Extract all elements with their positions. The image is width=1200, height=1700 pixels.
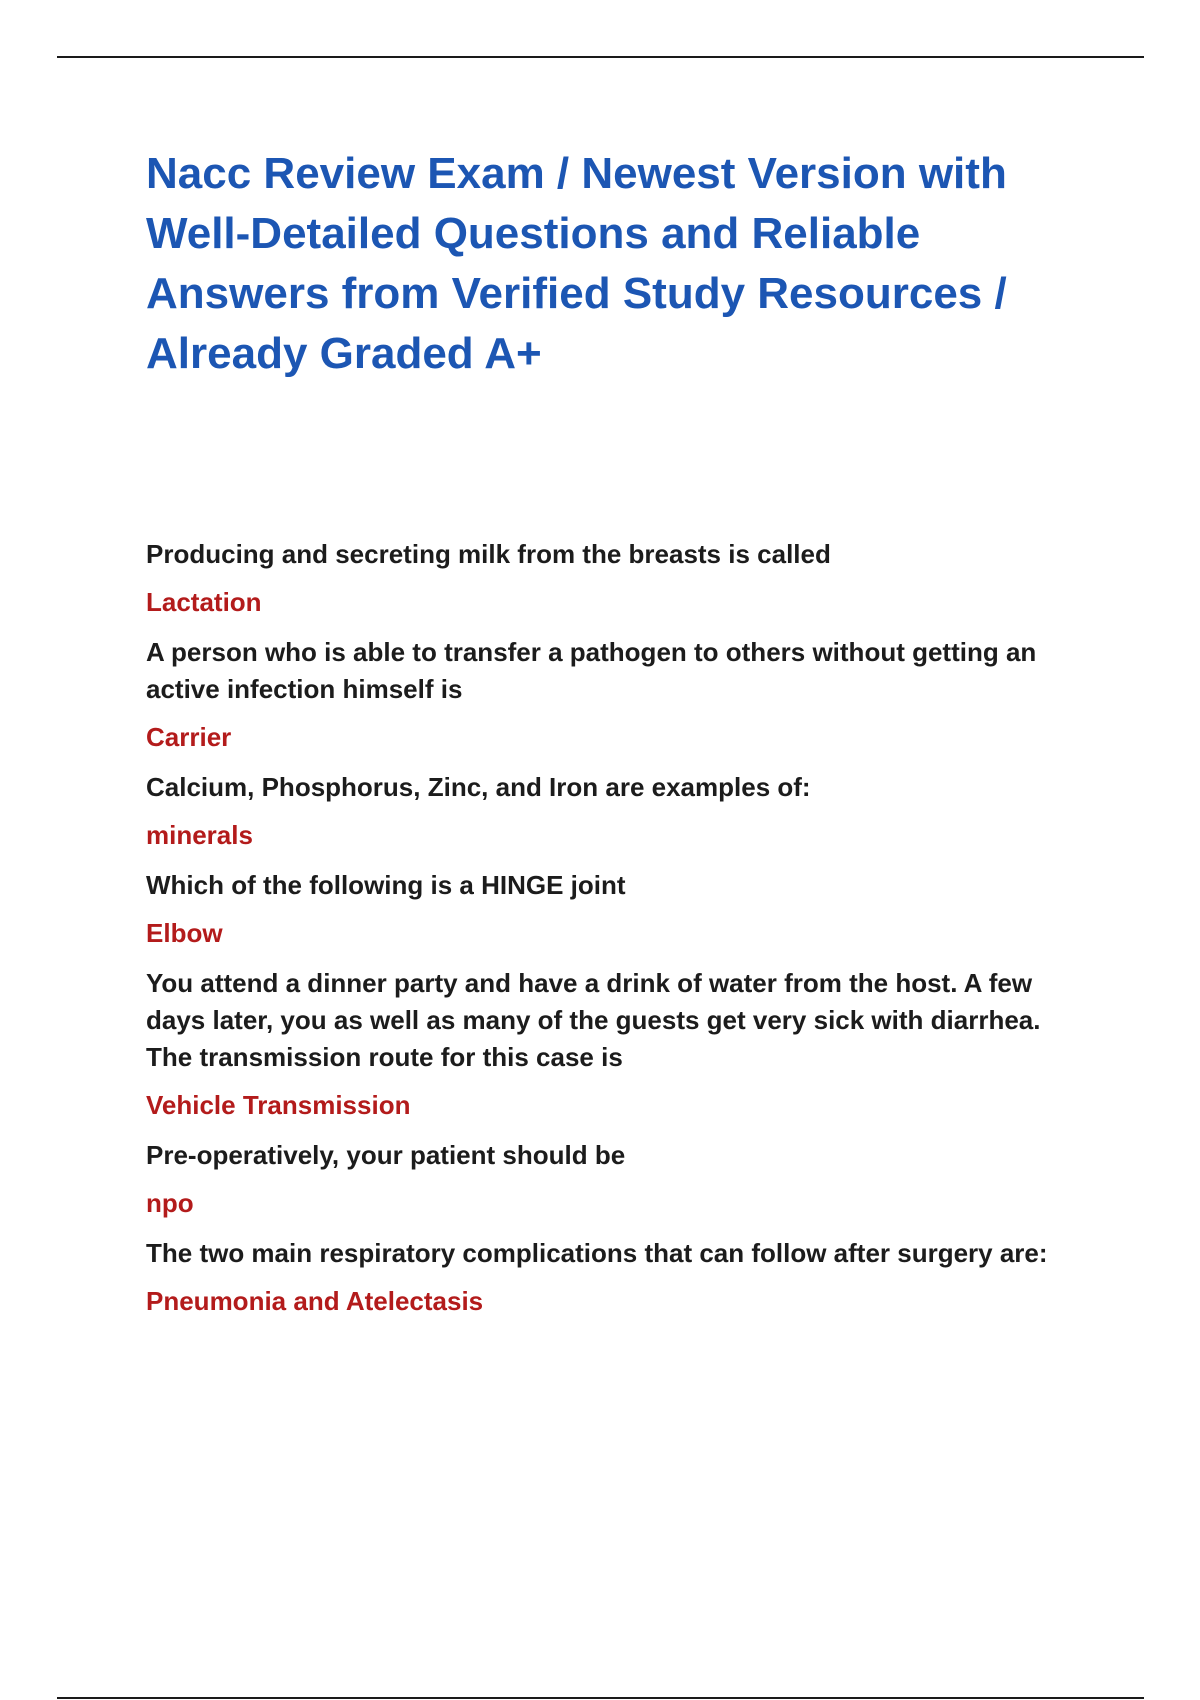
answer-7: Pneumonia and Atelectasis [146,1286,484,1316]
answer-6: npo [146,1188,194,1218]
bottom-divider [57,1697,1144,1699]
question-6: Pre-operatively, your patient should be [146,1140,626,1170]
answer-2: Carrier [146,722,232,752]
qa-list [146,536,1086,1316]
document-title: Nacc Review Exam / Newest Version with Well-Detailed Questions and Reliable Answers from Verified Study Resources / Already Graded A+ [146,149,1007,378]
question-3: Calcium, Phosphorus, Zinc, and Iron are examples of: [146,772,811,802]
answer-3: minerals [146,820,253,850]
question-2: A person who is able to transfer a pathogen to others without getting an active infection himself is [146,637,1037,704]
qa-section [146,536,1086,1333]
question-1: Producing and secreting milk from the breasts is called [146,539,831,569]
answer-4: Elbow [146,918,223,948]
top-divider [57,56,1144,58]
question-5: You attend a dinner party and have a drink of water from the host. A few days later, you as well as many of the guests get very sick with diarrhea. The transmission route for this case is [146,968,1041,1072]
answer-5: Vehicle Transmission [146,1090,411,1120]
answer-1: Lactation [146,587,262,617]
question-7: The two main respiratory complications that can follow after surgery are: [146,1238,1048,1268]
question-4: Which of the following is a HINGE joint [146,870,626,900]
